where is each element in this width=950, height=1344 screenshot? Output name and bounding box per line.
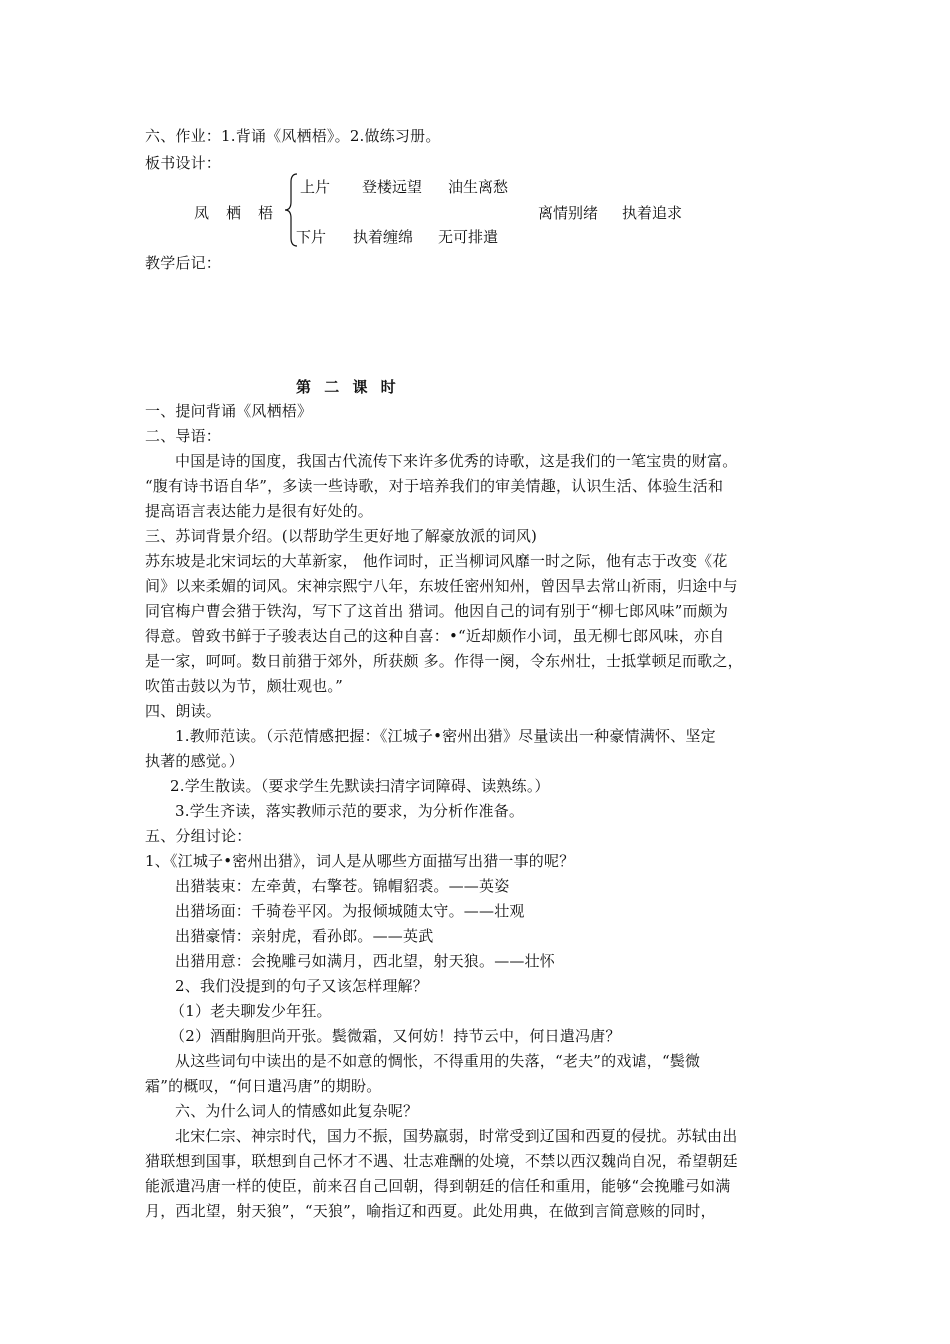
text-line: 出猎豪情：亲射虎，看孙郎。——英武 bbox=[175, 927, 434, 945]
board-design-label: 板书设计： bbox=[145, 154, 222, 172]
text-line: 提高语言表达能力是很有好处的。 bbox=[145, 502, 374, 520]
text-line: 出猎场面：千骑卷平冈。为报倾城随太守。——壮观 bbox=[175, 902, 525, 920]
text-line: 同官梅户曹会猎于铁沟，写下了这首出 猎词。他因自己的词有别于“柳七郎风味”而颇为 bbox=[145, 602, 729, 620]
text-line: 间》以来柔媚的词风。宋神宗熙宁八年，东坡任密州知州，曾因旱去常山祈雨，归途中与 bbox=[145, 577, 738, 595]
text-line: （1）老夫聊发少年狂。 bbox=[170, 1002, 332, 1020]
text-line: 吹笛击鼓以为节，颇壮观也。” bbox=[145, 677, 343, 695]
text-line: 从这些词句中读出的是不如意的惆怅，不得重用的失落，“老夫”的戏谑，“鬓微 bbox=[175, 1052, 701, 1070]
text-line: 三、苏词背景介绍。(以帮助学生更好地了解豪放派的词风) bbox=[145, 527, 538, 545]
text-line: 中国是诗的国度，我国古代流传下来许多优秀的诗歌，这是我们的一笔宝贵的财富。 bbox=[175, 452, 738, 470]
board-lower-b: 无可排遣 bbox=[438, 228, 499, 246]
text-line: 苏东坡是北宋词坛的大革新家， 他作词时，正当柳词风靡一时之际，他有志于改变《花 bbox=[145, 552, 728, 570]
text-line: 得意。曾致书鲜于子骏表达自己的这种自喜：•“近却颇作小词，虽无柳七郎风味，亦自 bbox=[145, 627, 725, 645]
text-line: 月，西北望，射天狼”，“天狼”，喻指辽和西夏。此处用典，在做到言简意赅的同时， bbox=[145, 1202, 716, 1220]
text-line: 六、为什么词人的情感如此复杂呢？ bbox=[175, 1102, 419, 1120]
homework-line: 六、作业：1.背诵《风栖梧》。2.做练习册。 bbox=[145, 127, 441, 145]
text-line: 执著的感觉。） bbox=[145, 752, 244, 770]
board-upper-a: 登楼远望 bbox=[362, 178, 423, 196]
text-line: 四、朗读。 bbox=[145, 702, 222, 720]
text-line: 五、分组讨论： bbox=[145, 827, 252, 845]
postscript-label: 教学后记： bbox=[145, 254, 222, 272]
text-line: 是一家，呵呵。数日前猎于郊外，所获颇 多。作得一阕，令东州壮，士抵掌顿足而歌之， bbox=[145, 652, 743, 670]
text-line: 2.学生散读。（要求学生先默读扫清字词障碍、读熟练。） bbox=[170, 777, 550, 795]
board-lower-a: 执着缠绵 bbox=[353, 228, 414, 246]
board-center-title: 凤 栖 梧 bbox=[194, 204, 275, 222]
text-line: “腹有诗书语自华”，多读一些诗歌，对于培养我们的审美情趣，认识生活、体验生活和 bbox=[145, 477, 724, 495]
text-line: 2、我们没提到的句子又该怎样理解？ bbox=[175, 977, 428, 995]
text-line: 霜”的概叹，“何日遣冯唐”的期盼。 bbox=[145, 1077, 382, 1095]
board-summary-b: 执着追求 bbox=[622, 204, 683, 222]
lesson-title: 第 二 课 时 bbox=[296, 378, 400, 396]
text-line: 一、提问背诵《风栖梧》 bbox=[145, 402, 313, 420]
text-line: 能派遣冯唐一样的使臣，前来召自己回朝，得到朝廷的信任和重用，能够“会挽雕弓如满 bbox=[145, 1177, 731, 1195]
text-line: 1、《江城子•密州出猎》，词人是从哪些方面描写出猎一事的呢？ bbox=[145, 852, 575, 870]
text-line: 二、导语： bbox=[145, 427, 222, 445]
board-summary-a: 离情别绪 bbox=[538, 204, 599, 222]
text-line: 1.教师范读。（示范情感把握：《江城子•密州出猎》尽量读出一种豪情满怀、坚定 bbox=[175, 727, 716, 745]
text-line: 北宋仁宗、神宗时代，国力不振，国势羸弱，时常受到辽国和西夏的侵扰。苏轼由出 bbox=[175, 1127, 738, 1145]
text-line: 出猎用意：会挽雕弓如满月，西北望，射天狼。——壮怀 bbox=[175, 952, 556, 970]
board-lower-label: 下片 bbox=[296, 228, 327, 246]
text-line: （2）酒酣胸胆尚开张。鬓微霜，又何妨！持节云中，何日遣冯唐？ bbox=[170, 1027, 621, 1045]
board-upper-label: 上片 bbox=[300, 178, 331, 196]
text-line: 出猎装束：左牵黄，右擎苍。锦帽貂裘。——英姿 bbox=[175, 877, 510, 895]
board-upper-b: 油生离愁 bbox=[448, 178, 509, 196]
text-line: 3.学生齐读，落实教师示范的要求，为分析作准备。 bbox=[175, 802, 525, 820]
text-line: 猎联想到国事，联想到自己怀才不遇、壮志难酬的处境，不禁以西汉魏尚自况，希望朝廷 bbox=[145, 1152, 738, 1170]
